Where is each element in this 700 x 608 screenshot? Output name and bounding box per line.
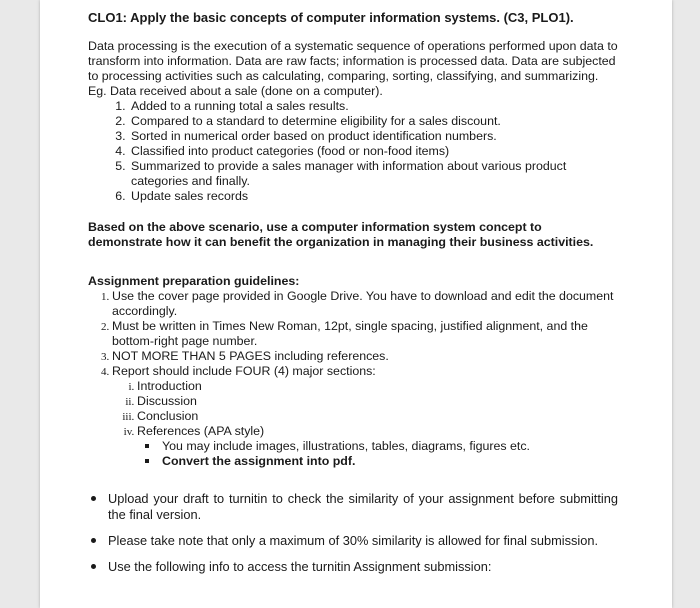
list-item: 2. Must be written in Times New Roman, 12pt, single spacing, justified alignment, and the bottom-right page number. xyxy=(112,319,618,349)
list-item: 1. Added to a running total a sales results. xyxy=(129,99,618,114)
list-item: 2. Compared to a standard to determine eligibility for a sales discount. xyxy=(129,114,618,129)
list-item: 3. NOT MORE THAN 5 PAGES including references. xyxy=(112,349,618,364)
list-item: ii. Discussion xyxy=(137,394,618,409)
list-item xyxy=(137,424,618,469)
list-item: 4. Classified into product categories (food or non-food items) xyxy=(129,144,618,159)
list-item: iii. Conclusion xyxy=(137,409,618,424)
page-title: CLO1: Apply the basic concepts of computer information systems. (C3, PLO1). xyxy=(88,10,574,25)
list-item: Upload your draft to turnitin to check the similarity of your assignment before submitting the final version. xyxy=(108,491,618,522)
document-page xyxy=(40,0,672,608)
list-item: 5. Summarized to provide a sales manager with information about various product categories and finally. xyxy=(129,159,618,189)
list-item xyxy=(112,364,618,469)
document-content xyxy=(88,10,618,585)
list-item-text: Report should include FOUR (4) major sections: xyxy=(112,364,376,378)
sections-list xyxy=(112,379,618,469)
submission-notes-list xyxy=(88,491,618,575)
list-item: You may include images, illustrations, tables, diagrams, figures etc. xyxy=(162,439,618,454)
scenario-question: Based on the above scenario, use a computer information system concept to demonstrate how it can benefit the organization in managing their business activities. xyxy=(88,220,594,249)
intro-paragraph: Data processing is the execution of a systematic sequence of operations performed upon data to transform into information. Data are raw facts; information is processed data. Data are subjected to processing activities such as calculating, comparing, sorting, classifying, and summarizing. Eg. Data received about a sale (done on a computer). xyxy=(88,39,618,98)
list-item: Convert the assignment into pdf. xyxy=(162,454,618,469)
list-item: 1. Use the cover page provided in Google Drive. You have to download and edit the document accordingly. xyxy=(112,289,618,319)
guidelines-list xyxy=(88,289,618,469)
list-item-text: References (APA style) xyxy=(137,424,265,438)
list-item: i. Introduction xyxy=(137,379,618,394)
list-item: 6. Update sales records xyxy=(129,189,618,204)
list-item: Please take note that only a maximum of 30% similarity is allowed for final submission. xyxy=(108,533,618,549)
list-item: 3. Sorted in numerical order based on product identification numbers. xyxy=(129,129,618,144)
notes-list xyxy=(137,439,618,469)
processing-steps-list xyxy=(88,99,618,204)
guidelines-heading: Assignment preparation guidelines: xyxy=(88,274,300,288)
list-item: Use the following info to access the turnitin Assignment submission: xyxy=(108,559,618,575)
